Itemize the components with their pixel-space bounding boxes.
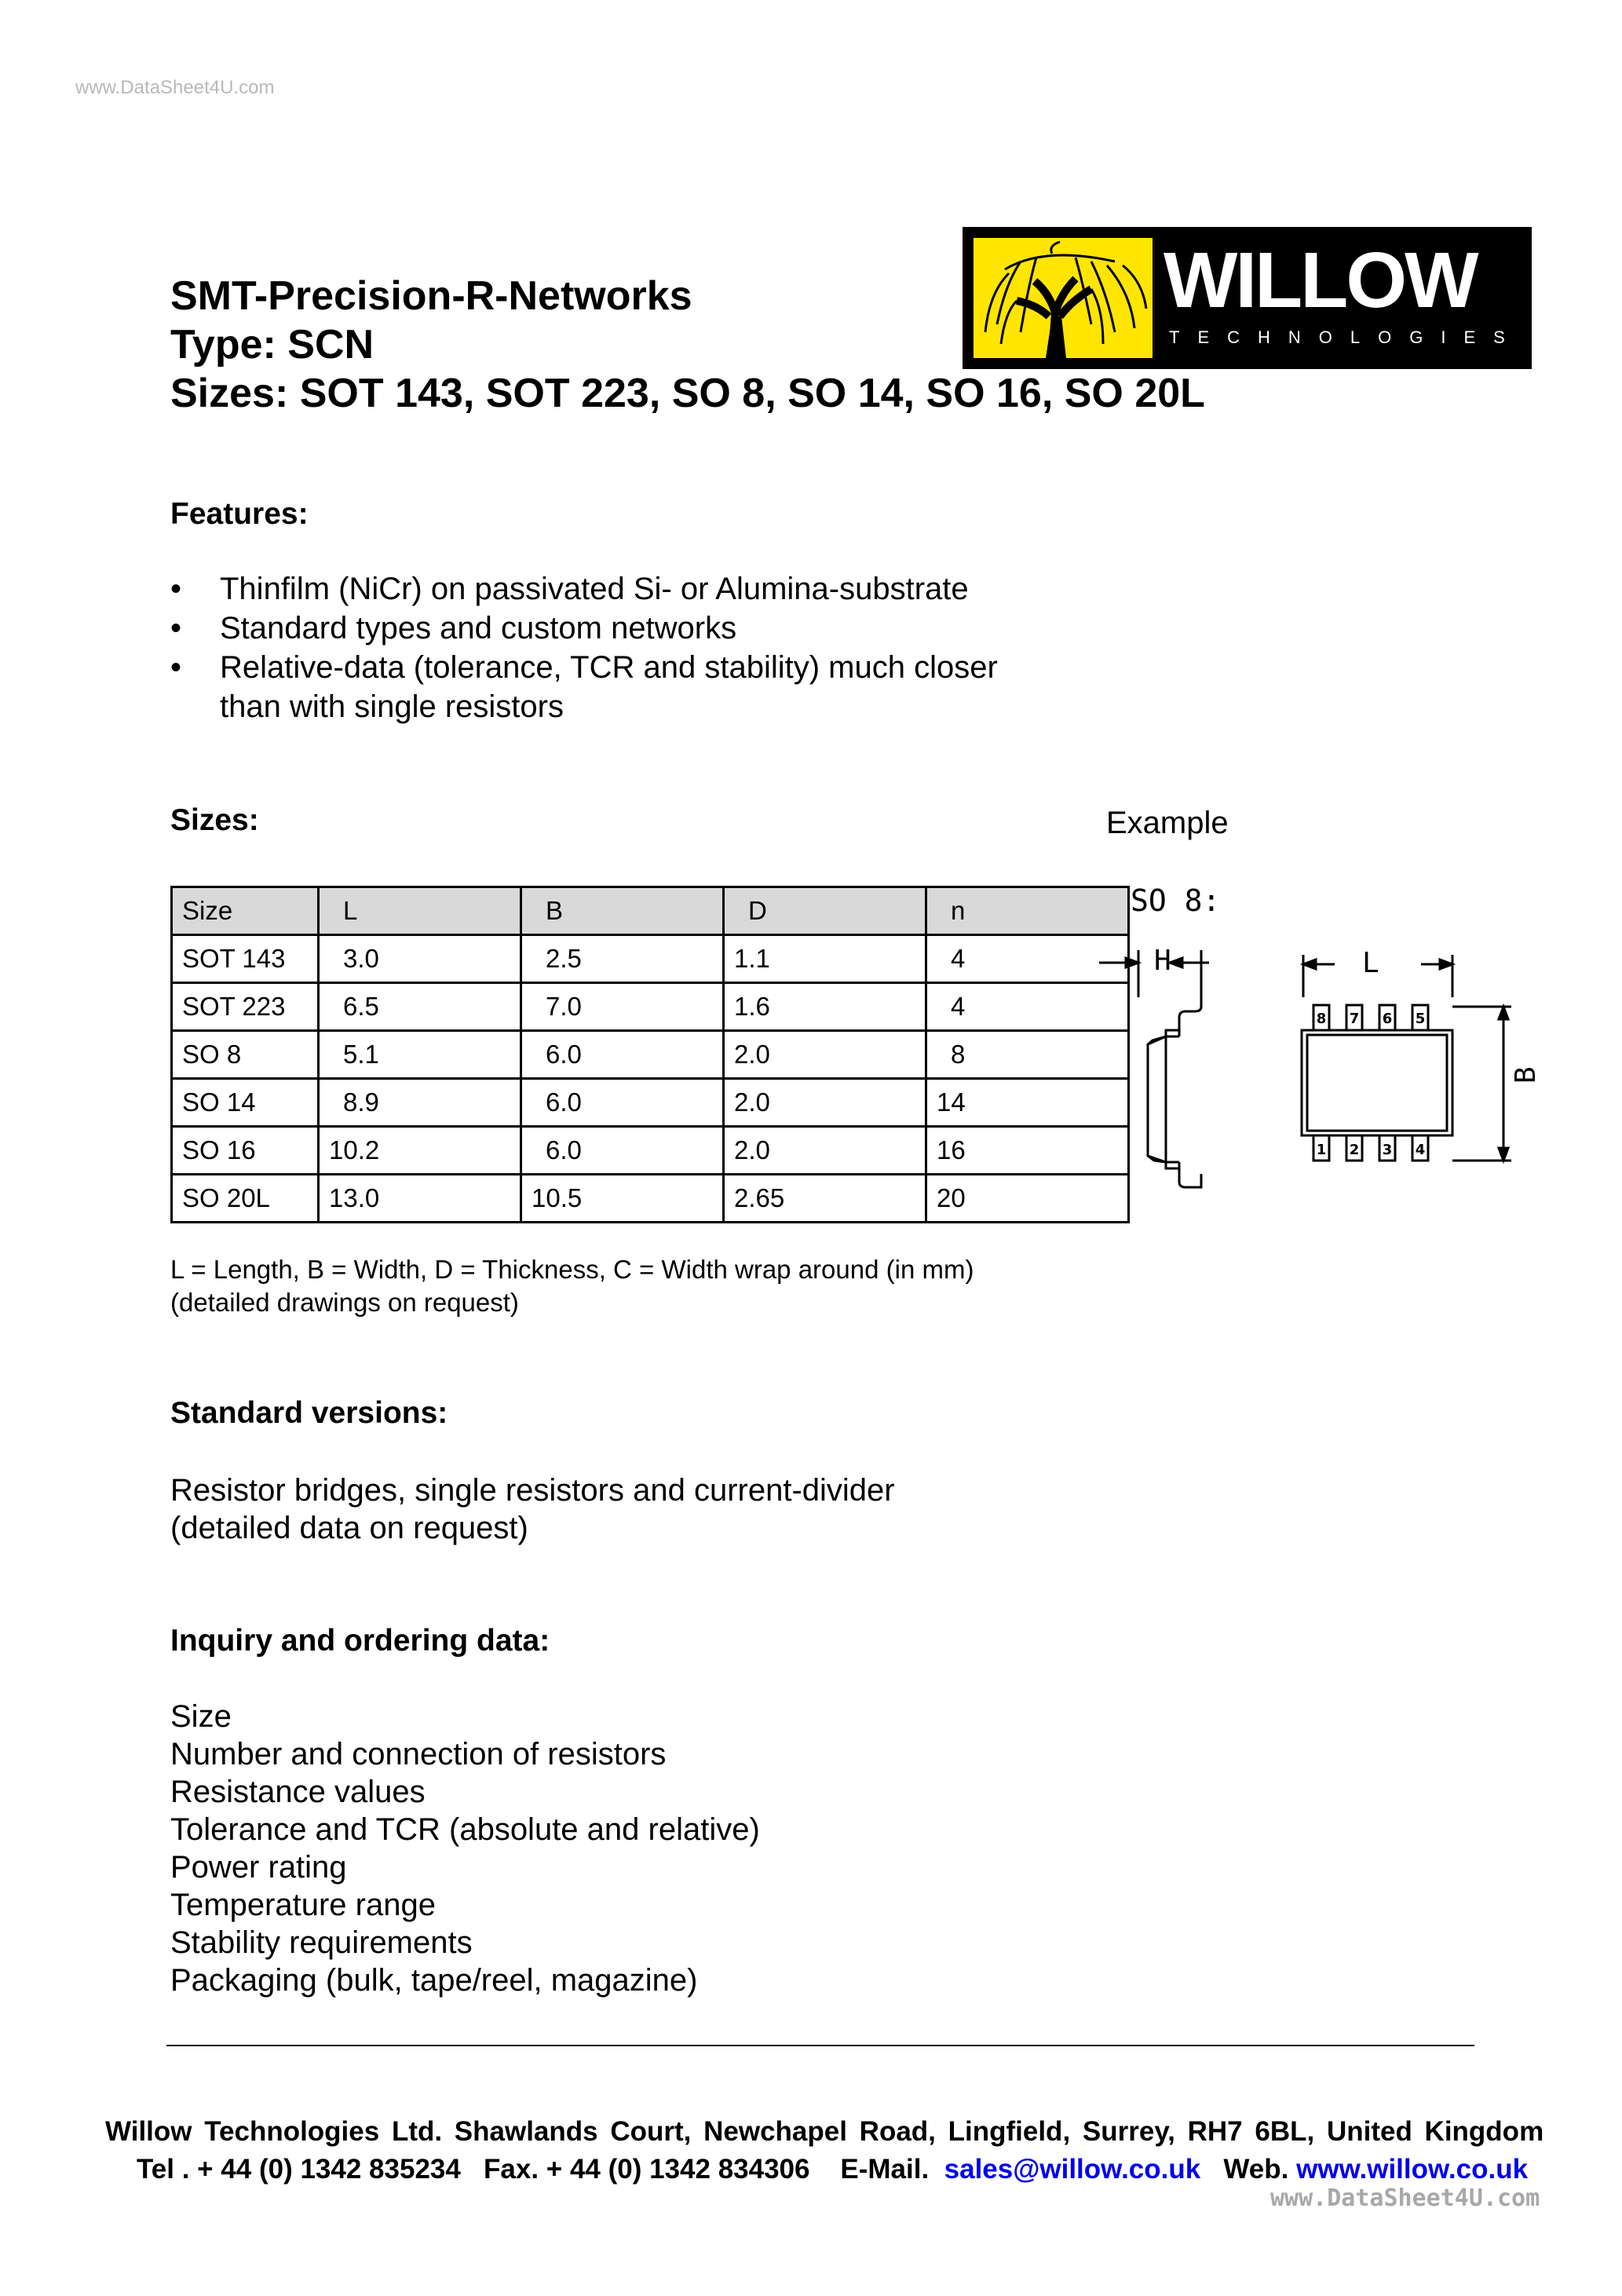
diagram-title: SO 8: [1131,883,1221,918]
table-cell: 6.5 [319,983,521,1031]
table-cell: SOT 223 [172,983,319,1031]
sizes-table [170,886,1130,1223]
example-label: Example [1106,806,1229,840]
pin-label: 5 [1415,1011,1426,1027]
column-header: D [724,887,926,935]
table-cell: 2.65 [724,1175,926,1223]
table-cell: 8 [926,1031,1129,1079]
standard-versions-heading: Standard versions: [170,1396,448,1430]
table-row [172,983,1129,1031]
footer-contact [137,2154,1528,2185]
website-link[interactable]: www.willow.co.uk [1296,2154,1529,2184]
table-cell: 20 [926,1175,1129,1223]
table-header-row [172,887,1129,935]
footer-address: Willow Technologies Ltd. Shawlands Court, Newchapel Road, Lingfield, Surrey, RH7 6BL, United Kingdom [105,2116,1544,2147]
table-row [172,1175,1129,1223]
table-cell: 8.9 [319,1079,521,1127]
list-item: Tolerance and TCR (absolute and relative) [170,1812,760,1847]
table-cell: 10.5 [521,1175,724,1223]
column-header: L [319,887,521,935]
column-header: Size [172,887,319,935]
column-header: n [926,887,1129,935]
title-line-2: Type: SCN [170,322,374,367]
table-cell: 10.2 [319,1127,521,1175]
table-cell: 2.0 [724,1079,926,1127]
list-item: • Relative-data (tolerance, TCR and stability) much closer than with single resistors [170,650,998,724]
features-list [170,569,1112,726]
logo-wordmark: WILLOW [1164,236,1477,324]
table-cell: 2.5 [521,935,724,983]
watermark-bottom: www.DataSheet4U.com [1270,2184,1540,2212]
pin-label: 3 [1382,1142,1393,1158]
inquiry-heading: Inquiry and ordering data: [170,1624,550,1658]
table-cell: SO 16 [172,1127,319,1175]
pin-label: 6 [1382,1011,1393,1027]
pin-label: 1 [1316,1142,1327,1158]
table-cell: 13.0 [319,1175,521,1223]
footer-fax: Fax. + 44 (0) 1342 834306 [484,2154,810,2184]
table-cell: SOT 143 [172,935,319,983]
footer-web-label: Web. [1223,2154,1289,2184]
table-cell: SO 20L [172,1175,319,1223]
table-cell: 1.1 [724,935,926,983]
watermark-top: www.DataSheet4U.com [75,77,275,98]
list-item: Temperature range [170,1888,436,1922]
footer-email-label: E-Mail. [840,2154,930,2184]
top-view [1302,955,1511,1161]
table-cell: 3.0 [319,935,521,983]
sizes-note-2: (detailed drawings on request) [170,1288,519,1317]
tree-icon [974,238,1153,358]
standard-versions-line-1: Resistor bridges, single resistors and current-divider [170,1473,895,1508]
table-cell: 6.0 [521,1031,724,1079]
logo-tagline: TECHNOLOGIES [1169,327,1523,347]
column-header: B [521,887,724,935]
table-cell: 1.6 [724,983,926,1031]
table-cell: 14 [926,1079,1129,1127]
pin-label: 7 [1349,1011,1360,1027]
list-item: Number and connection of resistors [170,1737,667,1771]
list-item: Power rating [170,1850,347,1885]
side-view [1099,950,1209,1187]
sizes-note: L = Length, B = Width, D = Thickness, C = Width wrap around (in mm) [170,1255,974,1284]
table-cell: SO 14 [172,1079,319,1127]
b-dimension-label: B [1510,1066,1542,1084]
list-item: Stability requirements [170,1925,473,1960]
table-cell: 4 [926,983,1129,1031]
table-cell: 2.0 [724,1127,926,1175]
features-continuation: than with single resistors [220,689,564,724]
footer-divider [166,2045,1474,2046]
pin-label: 2 [1349,1142,1360,1158]
list-item: • Thinfilm (NiCr) on passivated Si- or Alumina-substrate [170,572,969,606]
pin-label: 4 [1415,1142,1426,1158]
table-cell: 4 [926,935,1129,983]
so8-package-diagram [1091,879,1547,1194]
table-row [172,935,1129,983]
sizes-heading: Sizes: [170,803,259,837]
list-item: Size [170,1699,232,1734]
table-cell: 6.0 [521,1127,724,1175]
features-heading: Features: [170,497,309,531]
standard-versions-line-2: (detailed data on request) [170,1511,528,1545]
table-cell: 16 [926,1127,1129,1175]
inquiry-list [170,1698,760,1999]
table-cell: 5.1 [319,1031,521,1079]
table-row [172,1031,1129,1079]
footer-tel: Tel . + 44 (0) 1342 835234 [137,2154,461,2184]
title-line-1: SMT-Precision-R-Networks [170,273,692,319]
table-row [172,1079,1129,1127]
h-dimension-label: H [1154,945,1171,977]
table-cell: SO 8 [172,1031,319,1079]
title-line-3: Sizes: SOT 143, SOT 223, SO 8, SO 14, SO 16, SO 20L [170,371,1205,416]
table-cell: 7.0 [521,983,724,1031]
list-item: Resistance values [170,1775,426,1809]
willow-logo [963,227,1532,369]
table-cell: 2.0 [724,1031,926,1079]
table-cell: 6.0 [521,1079,724,1127]
list-item: Packaging (bulk, tape/reel, magazine) [170,1963,698,1998]
pin-label: 8 [1316,1011,1327,1027]
table-row [172,1127,1129,1175]
email-link[interactable]: sales@willow.co.uk [944,2154,1201,2184]
list-item: • Standard types and custom networks [170,611,737,645]
l-dimension-label: L [1362,947,1379,979]
